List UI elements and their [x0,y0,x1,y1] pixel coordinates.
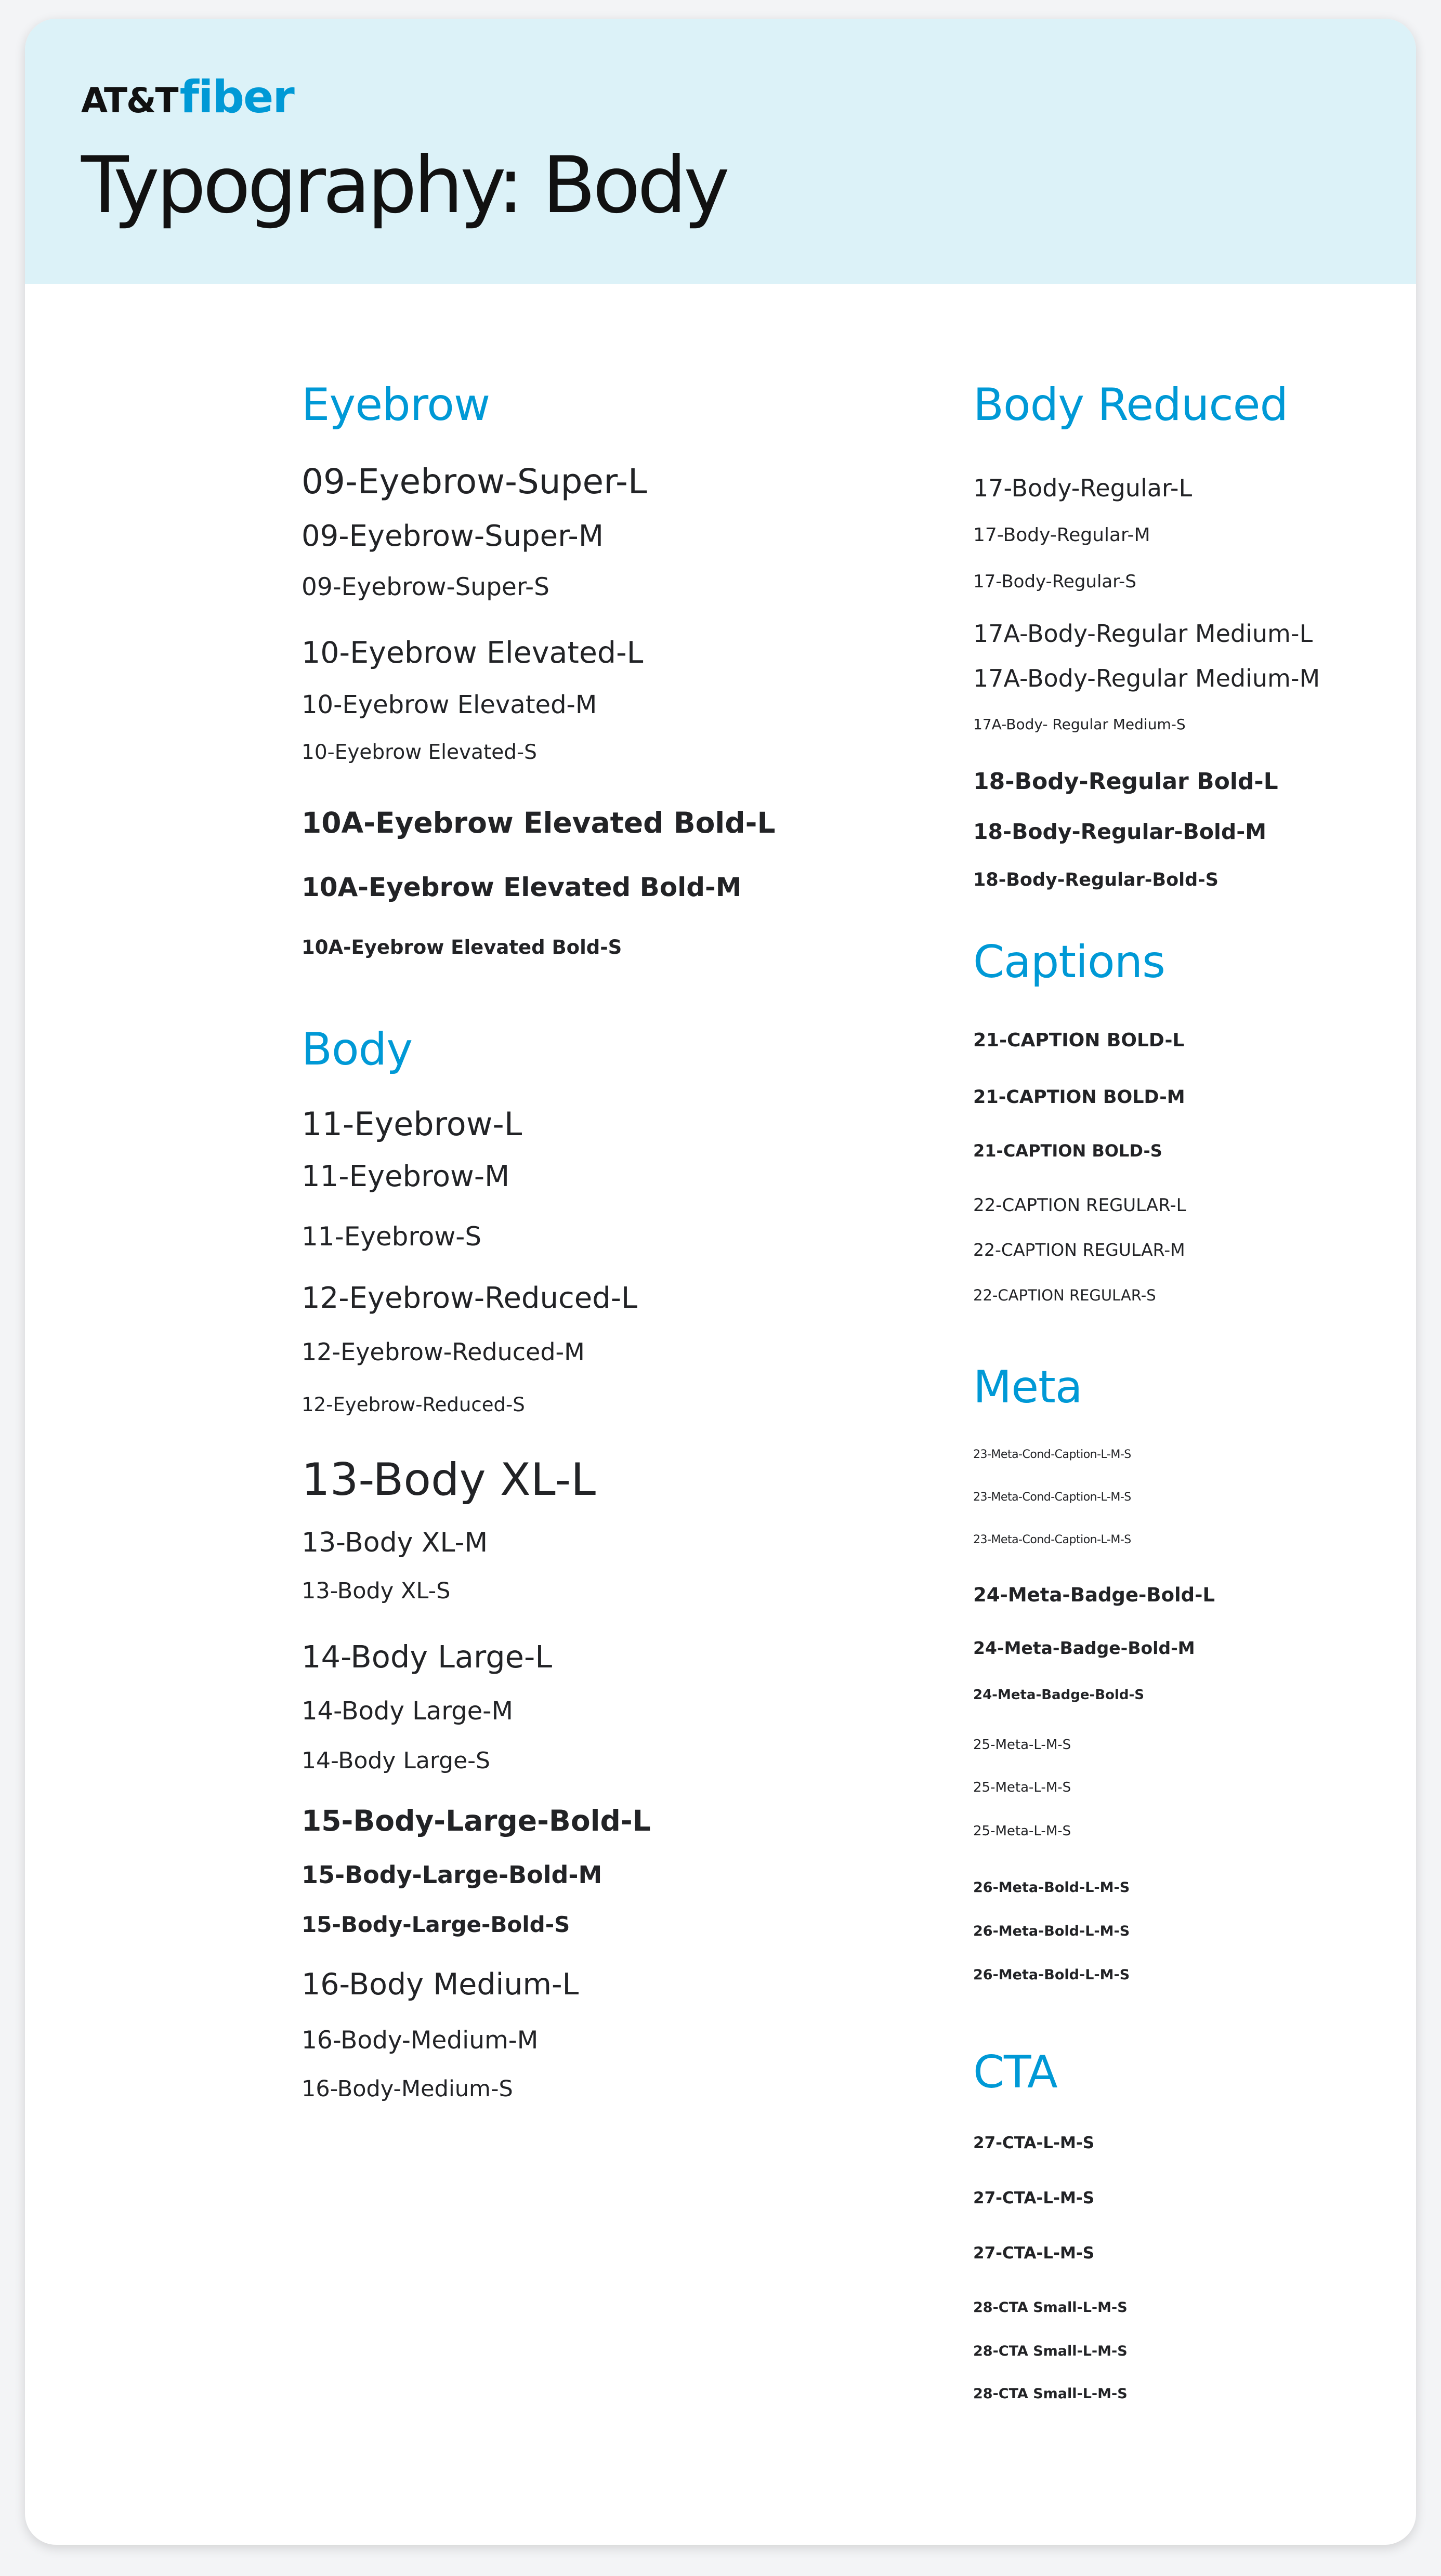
type-sample: 23-Meta-Cond-Caption-L-M-S [973,1448,1131,1461]
type-sample: 24-Meta-Badge-Bold-M [973,1638,1195,1658]
section-heading-eyebrow: Eyebrow [302,379,490,431]
type-sample: 27-CTA-L-M-S [973,2134,1095,2152]
type-sample: 28-CTA Small-L-M-S [973,2299,1128,2316]
type-sample: 22-CAPTION REGULAR-S [973,1286,1156,1304]
type-sample: 14-Body Large-L [302,1639,553,1675]
type-sample: 10-Eyebrow Elevated-M [302,690,597,719]
brand-logo [81,71,294,123]
type-sample: 18-Body-Regular-Bold-S [973,870,1219,890]
type-sample: 28-CTA Small-L-M-S [973,2386,1128,2402]
type-sample: 17A-Body- Regular Medium-S [973,716,1186,733]
type-sample: 12-Eyebrow-Reduced-M [302,1338,585,1366]
type-sample: 16-Body Medium-L [302,1967,579,2002]
type-sample: 18-Body-Regular Bold-L [973,768,1278,795]
page-title: Typography: Body [81,140,727,231]
brand-att-text: AT&T [81,81,178,121]
section-heading-captions: Captions [973,936,1165,988]
section-heading-body-reduced: Body Reduced [973,379,1288,431]
type-sample: 18-Body-Regular-Bold-M [973,819,1267,844]
type-sample: 27-CTA-L-M-S [973,2244,1095,2263]
type-sample: 17A-Body-Regular Medium-M [973,664,1320,692]
section-heading-meta: Meta [973,1361,1082,1413]
type-sample: 21-CAPTION BOLD-L [973,1030,1185,1051]
type-sample: 10-Eyebrow Elevated-S [302,741,537,764]
type-sample: 11-Eyebrow-M [302,1160,510,1193]
type-sample: 24-Meta-Badge-Bold-S [973,1687,1144,1703]
type-sample: 15-Body-Large-Bold-M [302,1861,602,1889]
type-sample: 13-Body XL-M [302,1527,488,1558]
type-sample: 10A-Eyebrow Elevated Bold-S [302,936,622,958]
type-sample: 25-Meta-L-M-S [973,1737,1071,1753]
type-sample: 11-Eyebrow-S [302,1221,482,1252]
type-sample: 17-Body-Regular-L [973,474,1193,502]
brand-fiber-text: fiber [179,71,294,123]
type-sample: 28-CTA Small-L-M-S [973,2343,1128,2359]
type-sample: 10-Eyebrow Elevated-L [302,636,644,670]
type-sample: 12-Eyebrow-Reduced-L [302,1281,638,1315]
type-sample: 26-Meta-Bold-L-M-S [973,1967,1130,1983]
type-sample: 16-Body-Medium-M [302,2026,539,2055]
type-sample: 26-Meta-Bold-L-M-S [973,1923,1130,1939]
type-sample: 23-Meta-Cond-Caption-L-M-S [973,1491,1131,1504]
section-heading-cta: CTA [973,2046,1057,2098]
type-sample: 16-Body-Medium-S [302,2076,513,2102]
type-sample: 21-CAPTION BOLD-S [973,1141,1162,1161]
type-sample: 17-Body-Regular-M [973,524,1150,546]
type-sample: 13-Body XL-L [302,1454,596,1506]
type-sample: 25-Meta-L-M-S [973,1823,1071,1839]
type-sample: 23-Meta-Cond-Caption-L-M-S [973,1533,1131,1546]
typography-card [25,19,1416,2545]
type-sample: 11-Eyebrow-L [302,1105,522,1143]
type-sample: 10A-Eyebrow Elevated Bold-L [302,806,776,839]
type-sample: 26-Meta-Bold-L-M-S [973,1880,1130,1896]
type-sample: 09-Eyebrow-Super-S [302,573,549,601]
type-sample: 09-Eyebrow-Super-L [302,462,647,502]
type-sample: 25-Meta-L-M-S [973,1780,1071,1795]
type-sample: 10A-Eyebrow Elevated Bold-M [302,872,742,902]
type-sample: 17-Body-Regular-S [973,571,1136,592]
type-sample: 14-Body Large-M [302,1697,513,1726]
type-sample: 15-Body-Large-Bold-S [302,1912,570,1937]
section-heading-body: Body [302,1023,413,1075]
type-sample: 12-Eyebrow-Reduced-S [302,1394,525,1416]
type-sample: 13-Body XL-S [302,1578,451,1604]
type-sample: 27-CTA-L-M-S [973,2189,1095,2207]
type-sample: 17A-Body-Regular Medium-L [973,620,1313,648]
type-sample: 22-CAPTION REGULAR-L [973,1195,1186,1216]
type-sample: 21-CAPTION BOLD-M [973,1087,1185,1108]
type-sample: 24-Meta-Badge-Bold-L [973,1584,1215,1606]
type-sample: 15-Body-Large-Bold-L [302,1804,651,1837]
header-band [25,19,1416,284]
type-sample: 14-Body Large-S [302,1747,490,1774]
type-sample: 22-CAPTION REGULAR-M [973,1240,1185,1260]
type-sample: 09-Eyebrow-Super-M [302,519,604,553]
